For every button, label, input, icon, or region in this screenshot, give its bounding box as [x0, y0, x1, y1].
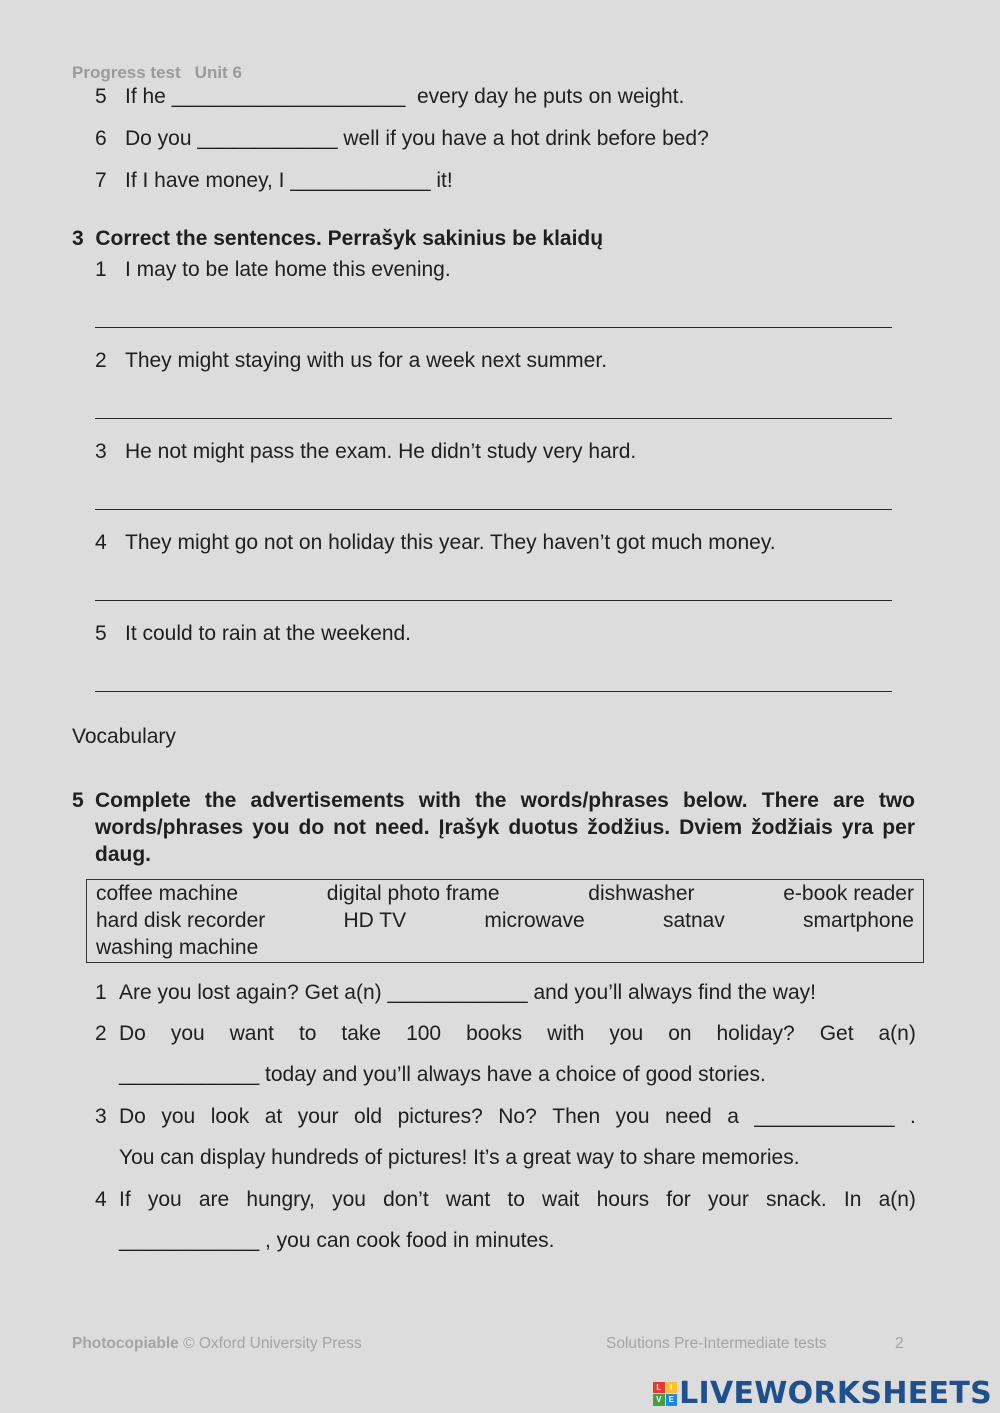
item-text-before: Are you lost again? Get a(n) — [119, 981, 382, 1004]
word: don’t — [383, 1188, 429, 1211]
word: a(n) — [878, 1188, 916, 1211]
exercise-5-item-1 — [95, 981, 816, 1005]
word: you — [332, 1188, 366, 1211]
gap-blank[interactable]: ____________________ — [171, 85, 406, 108]
header-title: Progress test — [72, 63, 181, 82]
exercise-5-item-4-number: 4 — [95, 1188, 107, 1211]
gap-blank[interactable]: ____________ — [754, 1105, 895, 1128]
word: a — [727, 1105, 739, 1128]
word: you — [161, 1105, 196, 1128]
word: Then — [552, 1105, 601, 1128]
word: Do — [119, 1022, 146, 1045]
exercise-instruction: Correct the sentences. Perrašyk sakinius be klaidų — [95, 227, 604, 250]
word: you — [609, 1022, 644, 1045]
word: need — [664, 1105, 712, 1128]
exercise-5-item-2-number: 2 — [95, 1022, 107, 1045]
word: are — [198, 1188, 230, 1211]
item-text-before: If he — [125, 85, 166, 108]
header-unit: Unit 6 — [194, 63, 242, 82]
item-text-after: , you can cook food in minutes. — [265, 1229, 555, 1252]
word: books — [466, 1022, 523, 1045]
word: In — [843, 1188, 862, 1211]
item-sentence: They might staying with us for a week next summer. — [125, 349, 608, 372]
word: take — [341, 1022, 382, 1045]
word: a(n) — [878, 1022, 916, 1045]
item-text-after: and you’ll always find the way! — [533, 981, 816, 1004]
exercise-5-item-3-line-1 — [119, 1105, 916, 1129]
word: your — [707, 1188, 749, 1211]
item-sentence: I may to be late home this evening. — [125, 258, 451, 281]
word: for — [666, 1188, 691, 1211]
exercise-5-item-4-line-2 — [119, 1229, 555, 1253]
exercise-3-item-2 — [95, 349, 607, 373]
page-header — [72, 63, 242, 83]
exercise-3-item-1 — [95, 258, 451, 282]
word-option[interactable]: smartphone — [803, 909, 914, 932]
word: to — [298, 1022, 317, 1045]
item-text-after: every day he puts on weight. — [416, 85, 685, 108]
item-text-before: If I have money, I — [125, 169, 285, 192]
word: Get — [819, 1022, 854, 1045]
word: look — [210, 1105, 250, 1128]
word-option[interactable]: hard disk recorder — [96, 909, 266, 932]
word-bank-row — [96, 936, 914, 960]
word-option[interactable]: dishwasher — [588, 882, 695, 905]
item-number: 3 — [95, 440, 107, 463]
copyright-text: © Oxford University Press — [183, 1335, 362, 1352]
item-number: 1 — [95, 258, 107, 281]
vocabulary-heading: Vocabulary — [72, 725, 176, 748]
word-bank-row — [96, 909, 914, 933]
item-number: 2 — [95, 349, 107, 372]
gap-blank[interactable]: ____________ — [387, 981, 528, 1004]
word: you — [147, 1188, 182, 1211]
exercise-5-item-2-line-1 — [119, 1022, 916, 1046]
item-text-after: well if you have a hot drink before bed? — [343, 127, 709, 150]
word: you — [170, 1022, 205, 1045]
gap-blank[interactable]: ____________ — [290, 169, 431, 192]
answer-line[interactable] — [95, 691, 892, 692]
item-sentence: He not might pass the exam. He didn’t study very hard. — [125, 440, 637, 463]
item-number: 7 — [95, 169, 107, 192]
exercise-number: 5 — [72, 789, 84, 812]
exercise-3-title — [72, 227, 603, 251]
word: want — [445, 1188, 491, 1211]
word: If — [119, 1188, 131, 1211]
word-option[interactable]: digital photo frame — [326, 882, 500, 905]
item-number: 1 — [95, 981, 107, 1004]
word: . — [910, 1105, 916, 1128]
logo-mark-letter: I — [666, 1382, 678, 1394]
exercise-2-item-5 — [95, 85, 684, 109]
answer-line[interactable] — [95, 418, 892, 419]
exercise-2-item-7 — [95, 169, 453, 193]
word-option[interactable]: coffee machine — [96, 882, 239, 905]
exercise-5-item-3-number: 3 — [95, 1105, 107, 1128]
logo-text: LIVEWORKSHEETS — [679, 1376, 992, 1411]
item-text-after: today and you’ll always have a choice of good stories. — [265, 1063, 766, 1086]
word: No? — [498, 1105, 537, 1128]
footer-left — [72, 1335, 362, 1353]
word-option[interactable]: HD TV — [343, 909, 407, 932]
word-bank-box — [86, 879, 924, 963]
item-number: 6 — [95, 127, 107, 150]
word: wait — [542, 1188, 580, 1211]
exercise-3-item-4 — [95, 531, 776, 555]
exercise-instruction-text: Complete the advertisements with the words/phrases below. There are two words/phrases you do not need. Įrašyk duotus žodžius. Dviem žodžiais yra per daug. — [95, 789, 915, 866]
footer-series: Solutions Pre-Intermediate tests — [606, 1335, 827, 1352]
photocopiable-label: Photocopiable — [72, 1335, 179, 1352]
word: hours — [596, 1188, 650, 1211]
item-number: 4 — [95, 531, 107, 554]
exercise-5-instruction — [72, 787, 915, 868]
gap-blank[interactable]: ____________ — [197, 127, 338, 150]
logo-mark-letter: L — [653, 1382, 665, 1394]
word-option[interactable]: e-book reader — [783, 882, 914, 905]
word: you — [615, 1105, 650, 1128]
word-option[interactable]: satnav — [662, 909, 725, 932]
word: your — [297, 1105, 339, 1128]
page-number: 2 — [895, 1335, 904, 1352]
word: to — [507, 1188, 525, 1211]
word: want — [229, 1022, 274, 1045]
gap-blank[interactable]: ____________ — [119, 1063, 260, 1086]
item-number: 5 — [95, 85, 107, 108]
exercise-number: 3 — [72, 227, 84, 250]
answer-line[interactable] — [95, 327, 892, 328]
word-option[interactable]: microwave — [484, 909, 585, 932]
word: holiday? — [716, 1022, 795, 1045]
word: old — [354, 1105, 383, 1128]
logo-mark-letter: E — [666, 1394, 678, 1406]
item-sentence: It could to rain at the weekend. — [125, 622, 412, 645]
item-text-after: it! — [436, 169, 453, 192]
logo-mark-letter: V — [653, 1394, 665, 1406]
liveworksheets-logo — [653, 1376, 992, 1411]
word-bank-row — [96, 882, 914, 906]
exercise-5-item-2-line-2 — [119, 1063, 766, 1087]
exercise-3-item-3 — [95, 440, 636, 464]
word: on — [668, 1022, 692, 1045]
answer-line[interactable] — [95, 600, 892, 601]
exercise-2-item-6 — [95, 127, 709, 151]
word: 100 — [406, 1022, 442, 1045]
word: hungry, — [246, 1188, 315, 1211]
word: snack. — [766, 1188, 827, 1211]
word: with — [547, 1022, 585, 1045]
answer-line[interactable] — [95, 509, 892, 510]
logo-mark-icon — [653, 1382, 677, 1406]
word: at — [264, 1105, 283, 1128]
exercise-3-item-5 — [95, 622, 411, 646]
item-number: 5 — [95, 622, 107, 645]
exercise-5-item-3-line-2: You can display hundreds of pictures! It’s a great way to share memories. — [119, 1146, 800, 1169]
item-text-before: Do you — [125, 127, 192, 150]
gap-blank[interactable]: ____________ — [119, 1229, 260, 1252]
word-option[interactable]: washing machine — [96, 936, 259, 959]
word: pictures? — [397, 1105, 483, 1128]
word: Do — [119, 1105, 146, 1128]
item-sentence: They might go not on holiday this year. They haven’t got much money. — [125, 531, 776, 554]
exercise-5-item-4-line-1 — [119, 1188, 916, 1212]
